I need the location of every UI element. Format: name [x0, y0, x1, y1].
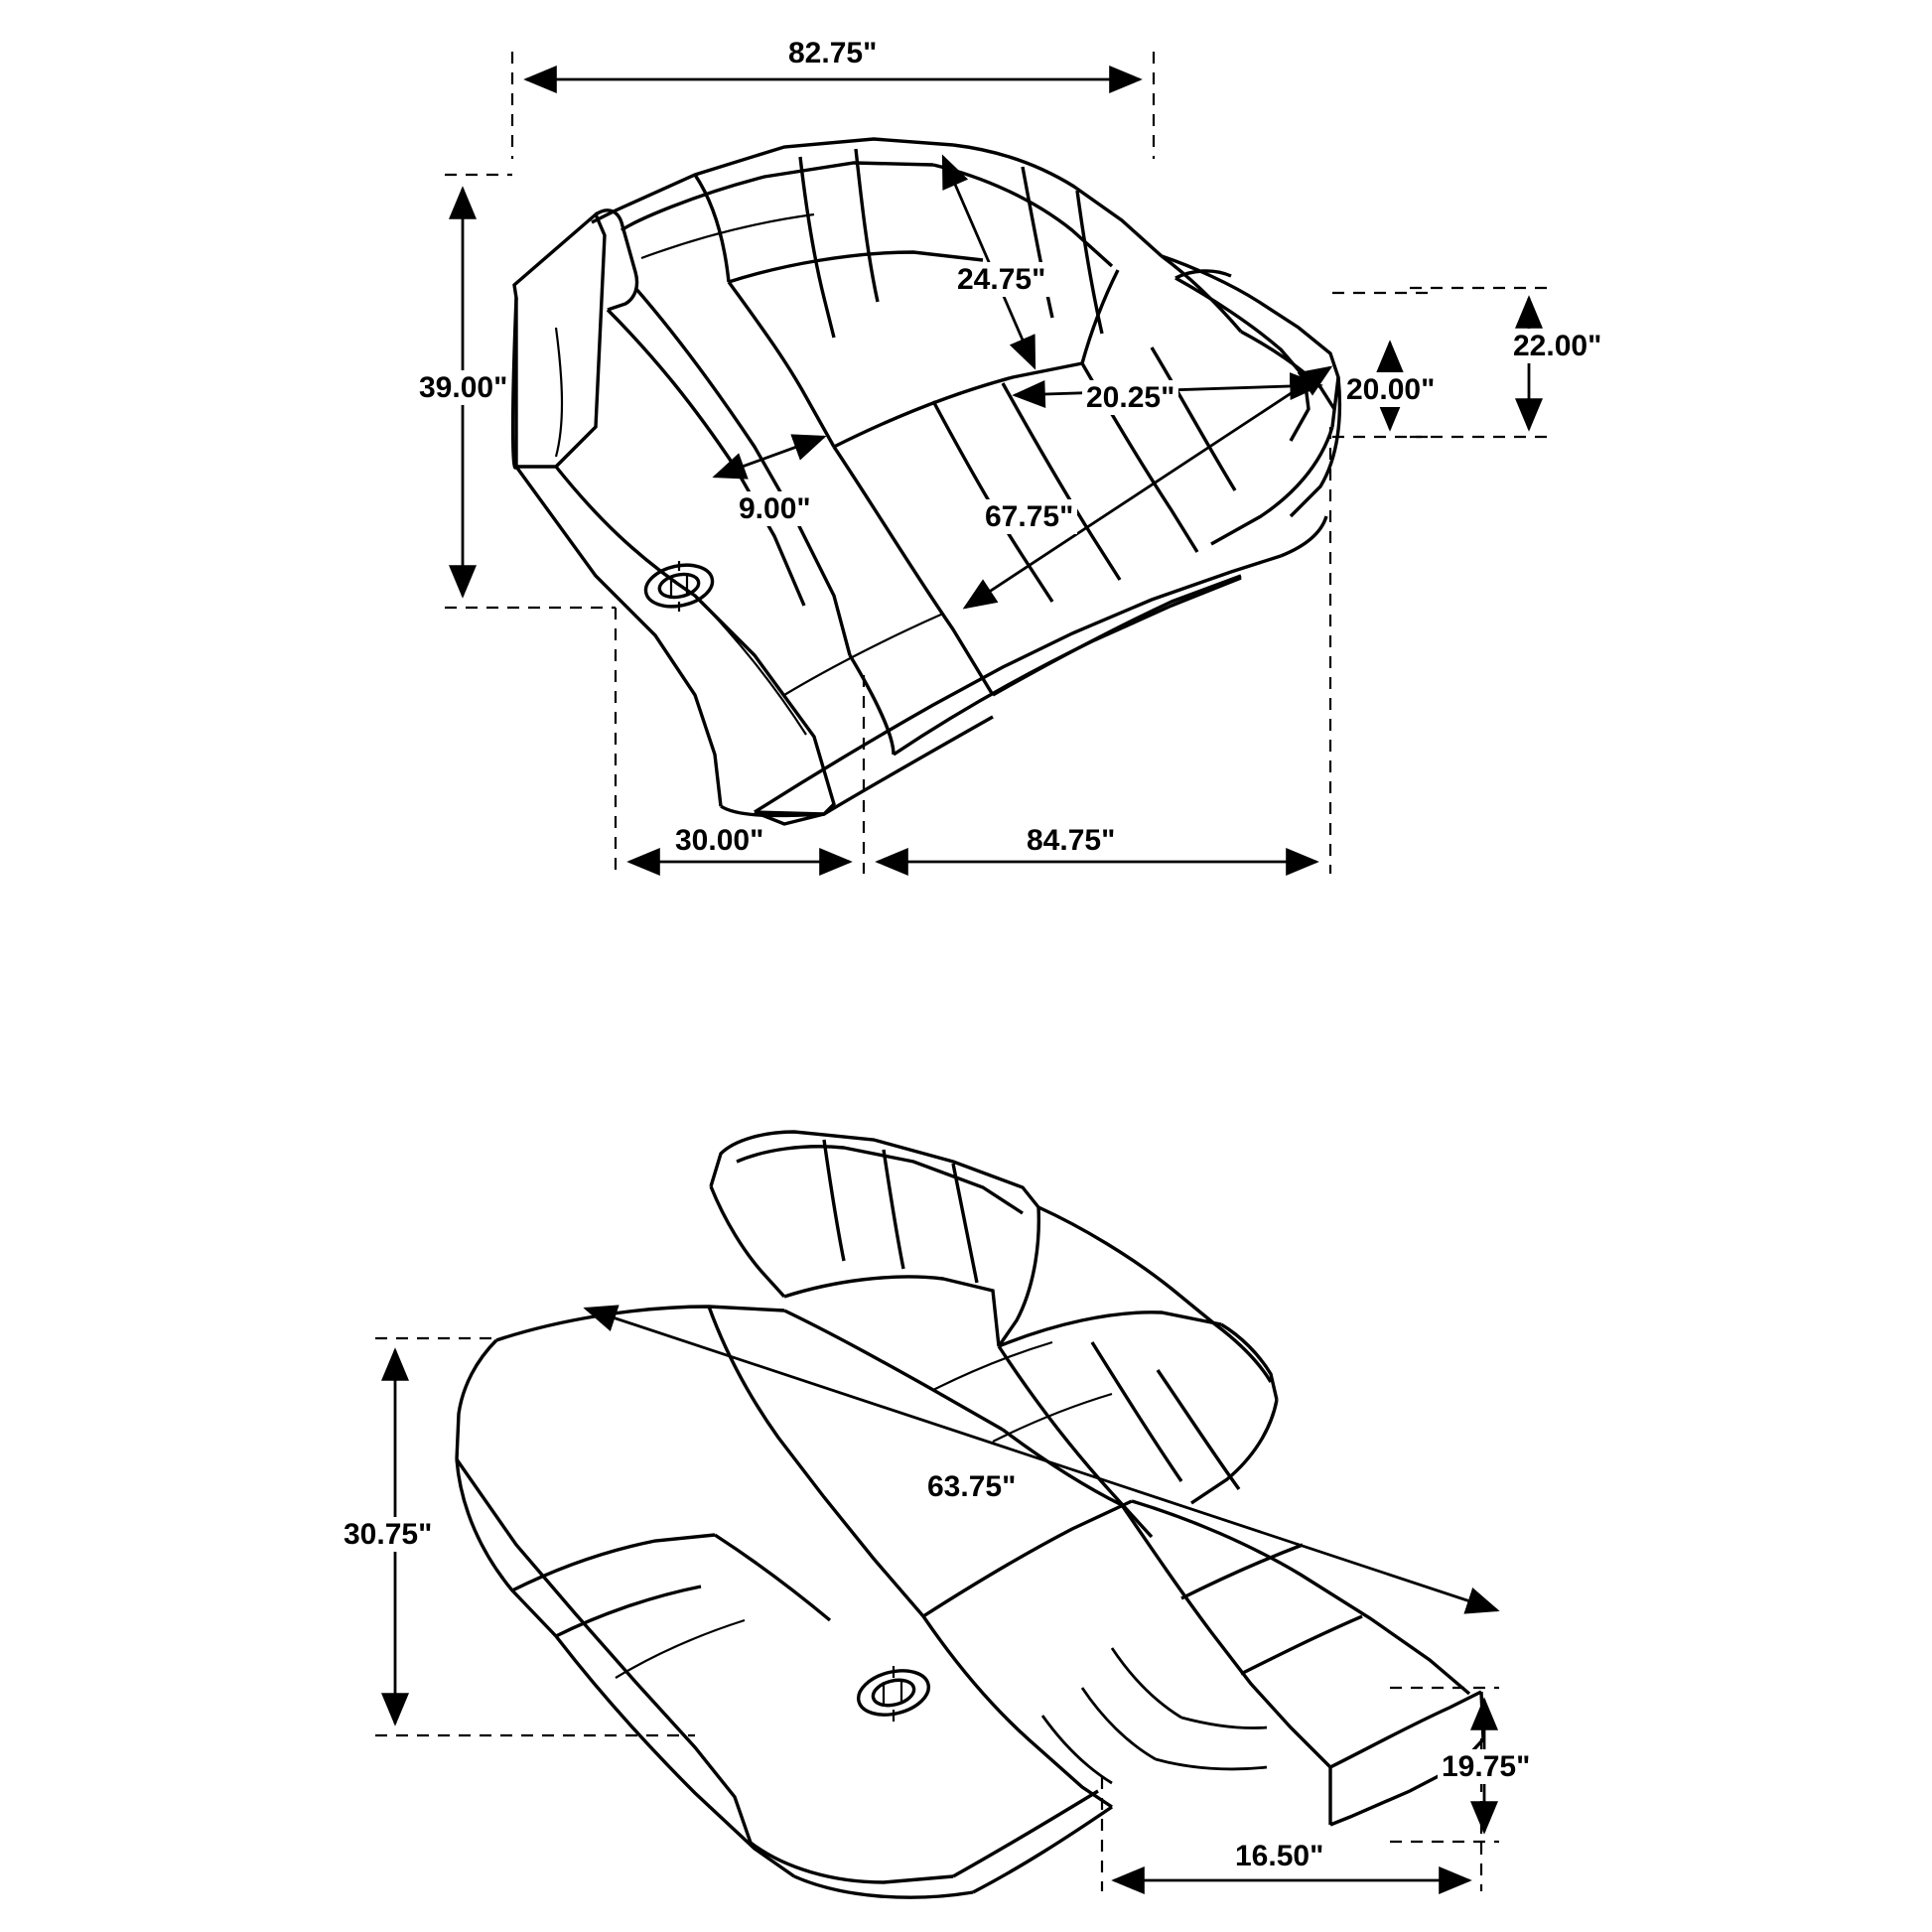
reclined-sofa-seams	[616, 1342, 1112, 1678]
dim-label-30-75: 30.75"	[340, 1517, 436, 1552]
dim-label-24-75: 24.75"	[953, 262, 1049, 297]
dim-label-20-25: 20.25"	[1082, 380, 1178, 415]
reclined-sofa-outline	[457, 1132, 1483, 1897]
dim-label-39-00: 39.00"	[415, 370, 511, 405]
dim-label-16-50: 16.50"	[1231, 1839, 1327, 1873]
dim-label-84-75: 84.75"	[1023, 823, 1119, 858]
dim-label-9-00: 9.00"	[735, 491, 815, 526]
dim-label-30-00: 30.00"	[671, 823, 767, 858]
dim-label-19-75: 19.75"	[1438, 1749, 1534, 1784]
dim-label-67-75: 67.75"	[981, 499, 1077, 534]
dim-label-20-00: 20.00"	[1342, 372, 1439, 407]
dim-label-22-00: 22.00"	[1509, 329, 1605, 363]
dim-label-63-75: 63.75"	[923, 1469, 1020, 1504]
dim-label-82-75: 82.75"	[784, 36, 881, 70]
